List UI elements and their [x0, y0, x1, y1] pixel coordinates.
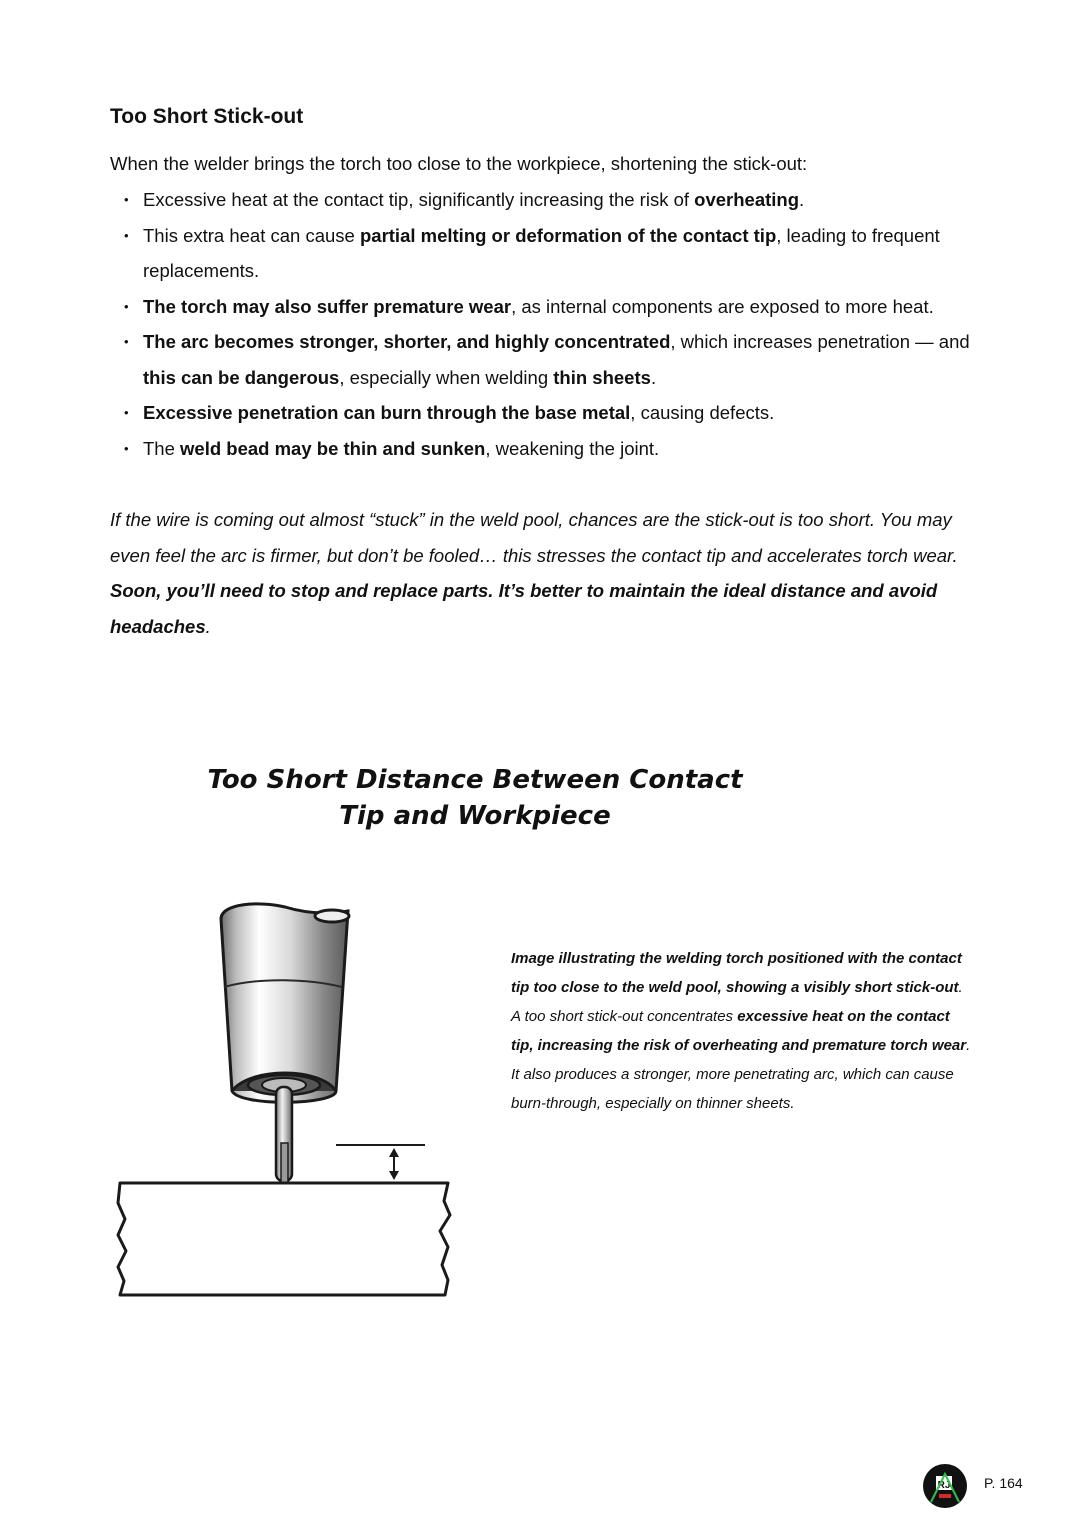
text-run: , causing defects.	[630, 402, 775, 423]
text-run: This extra heat can cause	[143, 224, 360, 246]
text-run: .	[958, 979, 963, 996]
section-heading: Too Short Stick-out	[110, 105, 304, 128]
tip-note	[110, 502, 990, 644]
publisher-logo-icon	[921, 1462, 969, 1510]
effects-list	[110, 182, 990, 466]
text-run: .	[205, 615, 211, 637]
torch-illustration	[110, 895, 460, 1305]
svg-text:RJ: RJ	[937, 1480, 951, 1491]
bold-text-run: thin sheets	[553, 366, 651, 388]
bold-text-run: excessive heat on the contact tip, increasing the risk of overheating and premature torch wear	[511, 1008, 967, 1054]
figure-title-line-1: Too Short Distance Between Contact	[207, 765, 743, 795]
list-item	[110, 324, 990, 395]
text-run: , weakening the joint.	[485, 437, 660, 459]
text-run: , leading to frequent replacements.	[143, 224, 940, 281]
list-item	[110, 182, 990, 218]
distance-indicator-icon	[336, 1145, 425, 1180]
text-run: , especially when welding	[339, 366, 554, 388]
bold-text-run: overheating	[694, 189, 800, 210]
list-item	[110, 431, 990, 467]
page-number: P. 164	[984, 1475, 1023, 1491]
bold-text-run: Excessive penetration can burn through the base metal	[143, 402, 631, 423]
text-run: If the wire is coming out almost “stuck” in the weld pool, chances are the stick-out is too short. You may even feel the arc is firmer, but don’t be fooled… this stresses the contact tip and accelerates torch wear.	[110, 509, 958, 566]
text-run: The	[143, 437, 181, 459]
list-item	[110, 395, 990, 431]
text-run: Excessive heat at the contact tip, significantly increasing the risk of	[143, 189, 695, 210]
text-run: .	[799, 189, 805, 210]
text-run: , which increases penetration — and	[670, 331, 970, 352]
bold-text-run: weld bead may be thin and sunken	[180, 437, 486, 459]
figure-title	[175, 762, 775, 834]
bold-text-run: Image illustrating the welding torch positioned with the contact tip too close to the weld pool, showing a visibly short stick-out	[511, 950, 962, 996]
workpiece-icon	[118, 1183, 450, 1295]
text-run: , as internal components are exposed to more heat.	[511, 295, 934, 317]
text-run: A too short stick-out concentrates	[511, 1008, 738, 1025]
text-run: . It also produces a stronger, more penetrating arc, which can cause burn-through, especially on thinner sheets.	[511, 1037, 971, 1112]
list-item	[110, 289, 990, 325]
figure-title-line-2: Tip and Workpiece	[339, 801, 611, 831]
text-run: .	[650, 366, 657, 388]
bold-text-run: The arc becomes stronger, shorter, and highly concentrated	[143, 331, 671, 352]
list-item	[110, 218, 990, 289]
figure-caption	[511, 944, 971, 1118]
torch-nozzle-icon	[221, 904, 349, 1102]
bold-text-run: partial melting or deformation of the contact tip	[359, 224, 777, 246]
bold-text-run: this can be dangerous	[143, 366, 340, 388]
intro-paragraph: When the welder brings the torch too close to the workpiece, shortening the stick-out:	[110, 153, 808, 174]
bold-text-run: Soon, you’ll need to stop and replace parts. It’s better to maintain the ideal distance and avoid headaches	[110, 580, 938, 637]
bold-text-run: The torch may also suffer premature wear	[143, 295, 512, 317]
contact-tip-icon	[276, 1087, 292, 1183]
